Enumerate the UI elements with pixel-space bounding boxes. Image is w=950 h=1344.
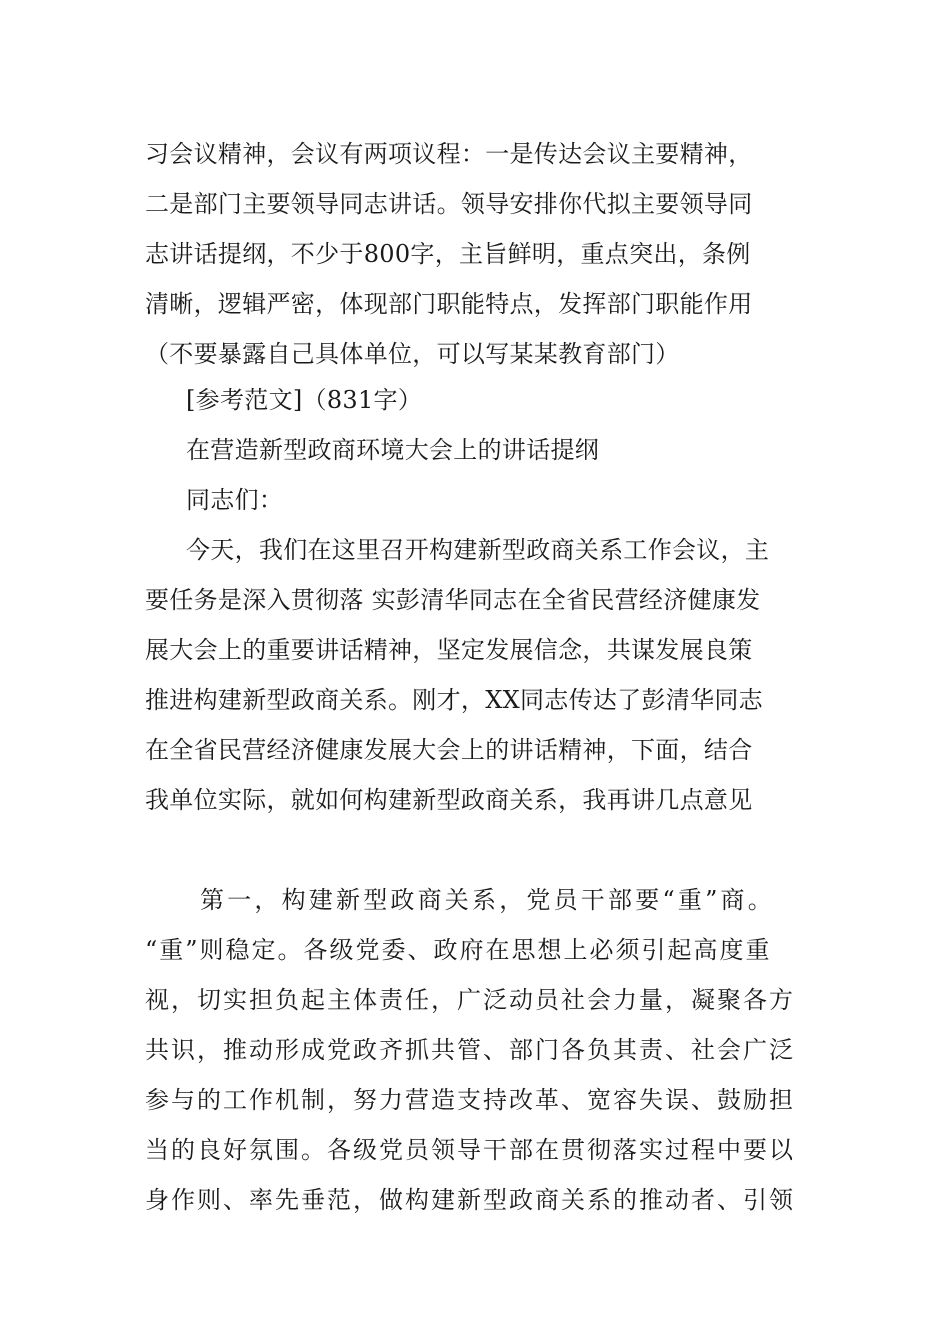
text-line: 志讲话提纲，不少于800字，主旨鲜明，重点突出，条例 [145,240,751,268]
text-line: 在全省民营经济健康发展大会上的讲话精神，下面，结合 [145,736,753,764]
text-line: 推进构建新型政商关系。刚才，XX同志传达了彭清华同志 [145,686,763,714]
reference-label: [参考范文]（831字） [186,386,423,414]
text-line: 视，切实担负起主体责任，广泛动员社会力量，凝聚各方 [145,986,795,1014]
text-line: 习会议精神，会议有两项议程：一是传达会议主要精神， [145,140,753,168]
text-line: 展大会上的重要讲话精神，坚定发展信念，共谋发展良策 [145,636,753,664]
text-line: 我单位实际，就如何构建新型政商关系，我再讲几点意见 [145,786,753,814]
text-line: 共识，推动形成党政齐抓共管、部门各负其责、社会广泛 [145,1036,795,1064]
text-line: 当的良好氛围。各级党员领导干部在贯彻落实过程中要以 [145,1136,795,1164]
salutation: 同志们： [186,486,284,514]
text-line: 要任务是深入贯彻落 实彭清华同志在全省民营经济健康发 [145,586,761,614]
text-line: （不要暴露自己具体单位，可以写某某教育部门） [145,340,680,368]
text-line: 二是部门主要领导同志讲话。领导安排你代拟主要领导同 [145,190,753,218]
text-line: “重”则稳定。各级党委、政府在思想上必须引起高度重 [145,936,772,964]
section-heading: 第一，构建新型政商关系，党员干部要“重”商。 [200,886,775,914]
text-line: 参与的工作机制，努力营造支持改革、宽容失误、鼓励担 [145,1086,795,1114]
speech-title: 在营造新型政商环境大会上的讲话提纲 [186,436,600,464]
text-line: 身作则、率先垂范，做构建新型政商关系的推动者、引领 [145,1186,795,1214]
text-line: 清晰，逻辑严密，体现部门职能特点，发挥部门职能作用 [145,290,753,318]
text-line: 今天，我们在这里召开构建新型政商关系工作会议，主 [186,536,770,564]
